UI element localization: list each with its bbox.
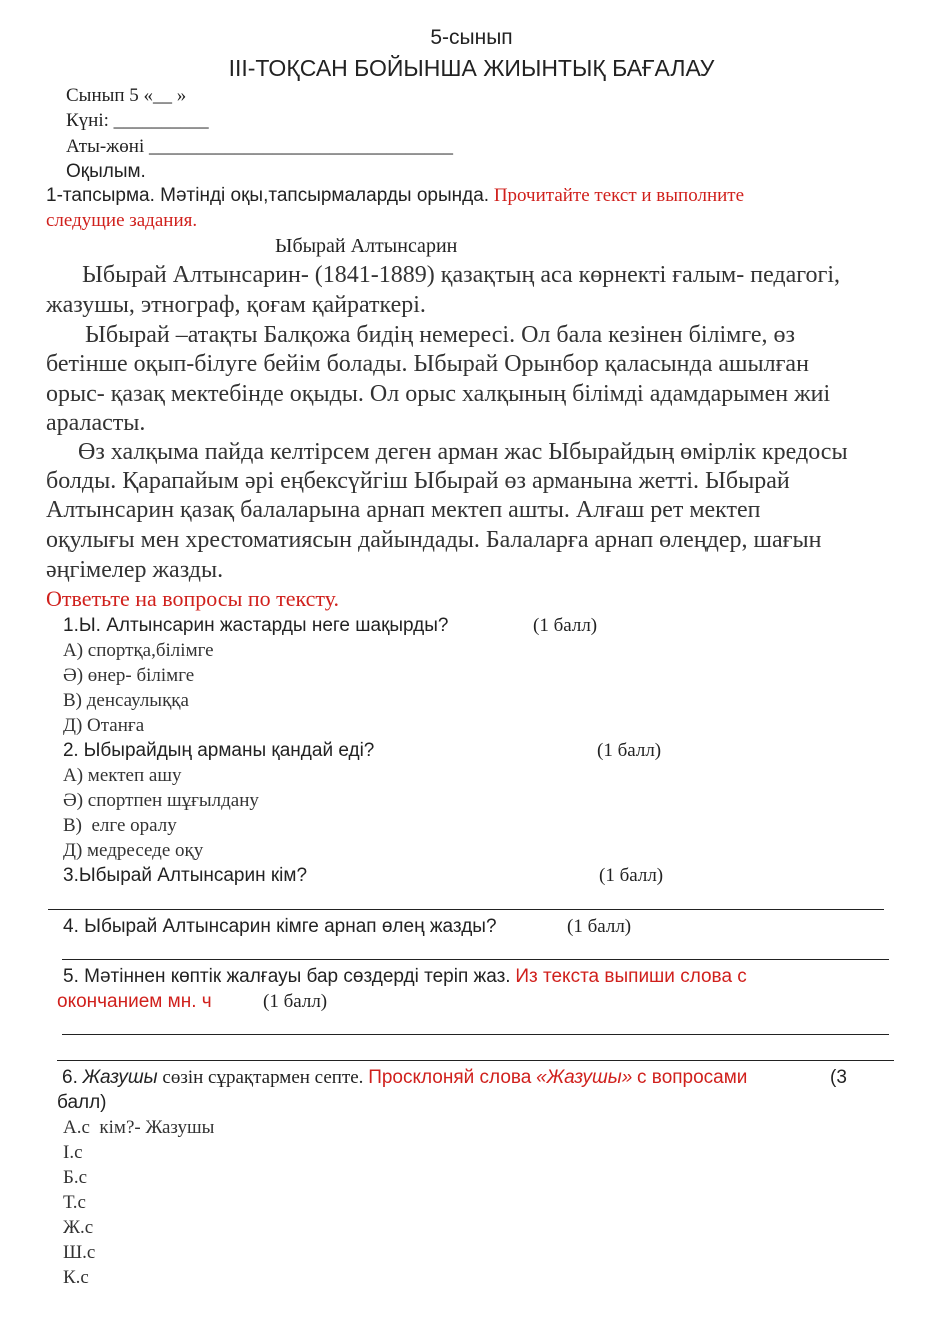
case-dative[interactable]: Б.с bbox=[63, 1167, 88, 1188]
task1-ru: Прочитайте текст и выполните bbox=[493, 185, 745, 206]
question-5-kz: 5. Мәтіннен көптік жалғауы бар сөздерді теріп жаз. bbox=[63, 966, 511, 987]
question-6-ru: Просклоняй слова bbox=[368, 1067, 532, 1088]
q1-option-a[interactable]: А) спортқа,білімге bbox=[63, 640, 214, 661]
grade-heading: 5-сынып bbox=[430, 26, 513, 49]
question-2-text: Ыбырайдың арманы қандай еді? bbox=[78, 740, 375, 761]
question-6-number: 6. bbox=[62, 1067, 78, 1088]
question-6-ru-after: с вопросами bbox=[637, 1067, 748, 1088]
task1-instruction bbox=[46, 185, 744, 207]
question-5-ru: Из текста выпиши слова с bbox=[515, 966, 747, 987]
case-ablative[interactable]: Ш.с bbox=[63, 1242, 96, 1263]
text-line: әңгімелер жазды. bbox=[46, 557, 224, 583]
question-2-points: (1 балл) bbox=[597, 740, 662, 761]
question-5-ru-cont: окончанием мн. ч bbox=[57, 991, 212, 1012]
answer-line-q3[interactable] bbox=[48, 909, 884, 910]
question-6-points: (3 bbox=[830, 1067, 847, 1088]
task1-kz: 1-тапсырма. Мәтінді оқы,тапсырмаларды орында. bbox=[46, 185, 490, 206]
question-4: 4. Ыбырай Алтынсарин кімге арнап өлең жазды? bbox=[63, 916, 497, 937]
answer-prompt: Ответьте на вопросы по тексту. bbox=[46, 586, 340, 611]
question-2 bbox=[63, 740, 374, 762]
name-field[interactable]: Аты-жөні ________________________________ bbox=[66, 136, 453, 157]
case-accusative[interactable]: Т.с bbox=[63, 1192, 86, 1213]
section-label: Оқылым. bbox=[66, 161, 146, 182]
question-1: 1.Ы. Алтынсарин жастарды неге шақырды? bbox=[63, 615, 449, 636]
question-4-points: (1 балл) bbox=[567, 916, 632, 937]
case-locative[interactable]: Ж.с bbox=[63, 1217, 94, 1238]
answer-line-q5-2[interactable] bbox=[57, 1060, 894, 1061]
text-line: Алтынсарин қазақ балаларына арнап мектеп ашты. Алғаш рет мектеп bbox=[46, 497, 761, 523]
question-2-dot: . bbox=[73, 740, 79, 761]
text-line: орыс- қазақ мектебінде оқыды. Ол орыс халқының білімді адамдарымен жиі bbox=[46, 381, 831, 407]
q2-option-d[interactable]: Д) медреседе оқу bbox=[63, 840, 204, 861]
q1-option-d[interactable]: Д) Отанға bbox=[63, 715, 145, 736]
text-line: Ыбырай Алтынсарин- (1841-1889) қазақтың аса көрнекті ғалым- педагогі, bbox=[82, 262, 841, 288]
q2-option-ae[interactable]: Ә) спортпен шұғылдану bbox=[63, 790, 259, 811]
answer-line-q5-1[interactable] bbox=[62, 1034, 889, 1035]
question-2-number: 2 bbox=[63, 740, 74, 761]
question-6-ru-word: «Жазушы» bbox=[536, 1067, 633, 1088]
question-6-word: Жазушы bbox=[82, 1067, 158, 1088]
question-5 bbox=[63, 966, 747, 988]
text-line: жазушы, этнограф, қоғам қайраткері. bbox=[46, 292, 426, 318]
question-6-points-cont: балл) bbox=[57, 1092, 107, 1113]
q1-option-v[interactable]: В) денсаулыққа bbox=[63, 690, 189, 711]
case-nominative[interactable]: А.с кім?- Жазушы bbox=[63, 1117, 215, 1138]
question-1-points: (1 балл) bbox=[533, 615, 598, 636]
question-3-points: (1 балл) bbox=[599, 865, 664, 886]
text-line: оқулығы мен хрестоматиясын дайындады. Балаларға арнап өлеңдер, шағын bbox=[46, 527, 822, 553]
class-field[interactable]: Сынып 5 «__ » bbox=[66, 85, 187, 106]
case-genitive[interactable]: І.с bbox=[63, 1142, 83, 1163]
text-line: араласты. bbox=[46, 410, 146, 436]
page-title: ІІІ-ТОҚСАН БОЙЫНША ЖИЫНТЫҚ БАҒАЛАУ bbox=[228, 55, 715, 81]
text-line: болды. Қарапайым әрі еңбексүйгіш Ыбырай өз арманына жетті. Ыбырай bbox=[46, 468, 790, 494]
date-field[interactable]: Күні: __________ bbox=[66, 110, 209, 131]
text-line: бетінше оқып-білуге бейім болады. Ыбырай Орынбор қаласында ашылған bbox=[46, 351, 809, 377]
case-instrumental[interactable]: К.с bbox=[63, 1267, 89, 1288]
question-6-kz: сөзін сұрақтармен септе. bbox=[162, 1067, 364, 1088]
question-5-points: (1 балл) bbox=[263, 991, 328, 1012]
answer-line-q4[interactable] bbox=[62, 959, 889, 960]
question-6 bbox=[62, 1067, 747, 1089]
task1-ru-cont: следущие задания. bbox=[46, 210, 198, 231]
question-3: 3.Ыбырай Алтынсарин кім? bbox=[63, 865, 308, 886]
q2-option-a[interactable]: А) мектеп ашу bbox=[63, 765, 182, 786]
text-title: Ыбырай Алтынсарин bbox=[275, 235, 458, 257]
q2-option-v[interactable]: В) елге оралу bbox=[63, 815, 177, 836]
text-line: Өз халқыма пайда келтірсем деген арман жас Ыбырайдың өмірлік кредосы bbox=[78, 439, 848, 465]
text-line: Ыбырай –атақты Балқожа бидің немересі. Ол бала кезінен білімге, өз bbox=[85, 322, 795, 348]
q1-option-ae[interactable]: Ә) өнер- білімге bbox=[63, 665, 195, 686]
